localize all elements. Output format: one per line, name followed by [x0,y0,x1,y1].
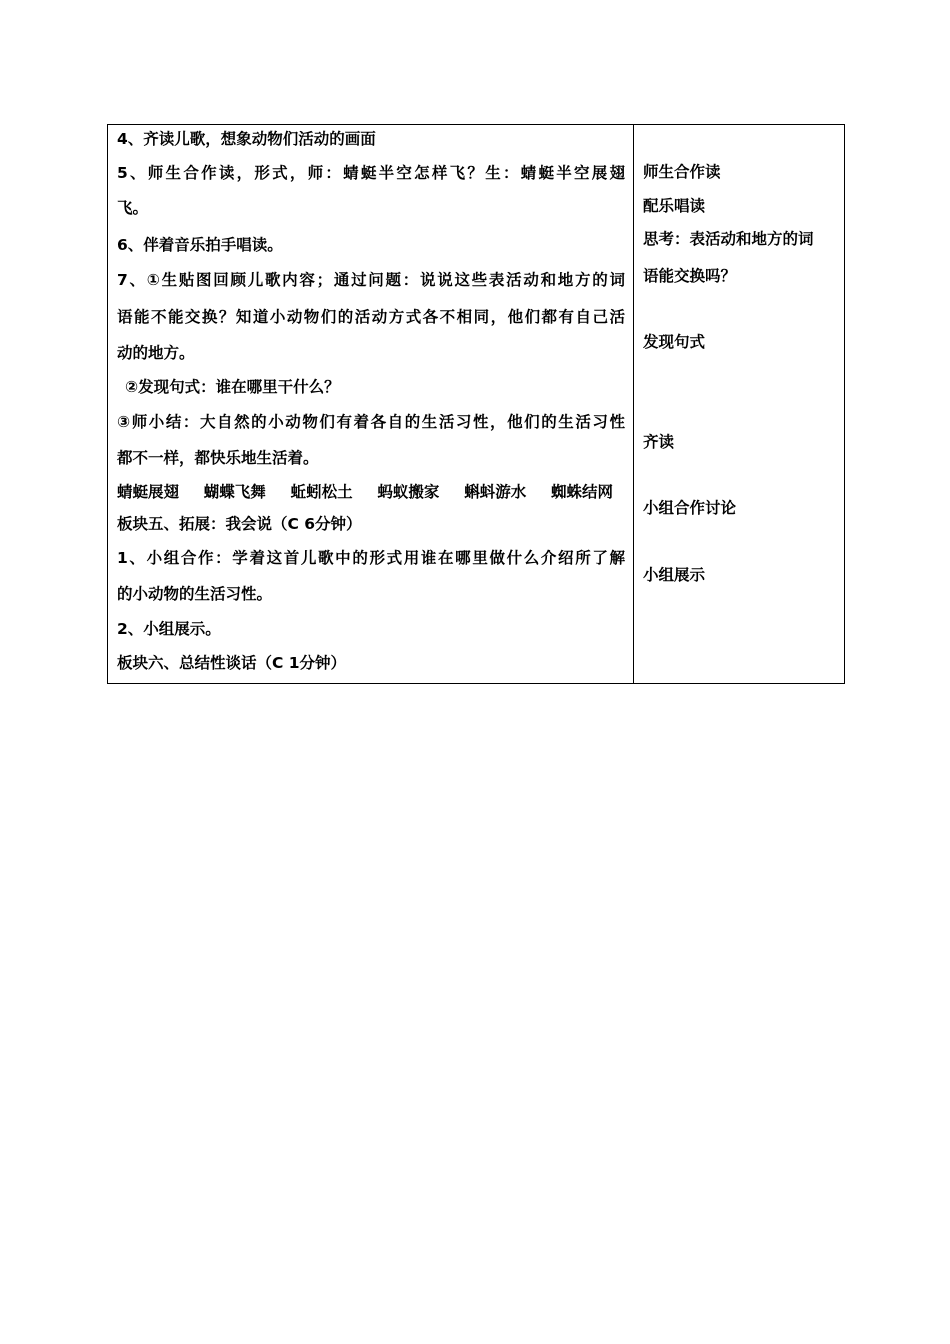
animal-phrases [117,482,613,502]
step-4: 4、齐读儿歌，想象动物们活动的画面 [117,130,376,148]
animal-phrase: 蜻蜓展翅 [117,483,180,501]
step-5: 5、师生合作读，形式，师：蜻蜓半空怎样飞？生：蜻蜓半空展翅 [117,164,625,182]
step-7-cont-2: 动的地方。 [117,344,195,362]
step-7-sentence-pattern: ②发现句式：谁在哪里干什么？ [125,378,340,396]
note-cooperative-reading: 师生合作读 [643,163,721,181]
step-7-summary-cont: 都不一样，都快乐地生活着。 [117,449,319,467]
step-5-cont: 飞。 [117,199,149,217]
lesson-table [107,124,845,684]
animal-phrase: 蜘蛛结网 [550,483,613,501]
step-6: 6、伴着音乐拍手唱读。 [117,236,283,254]
animal-phrase: 蚯蚓松土 [290,483,353,501]
note-group-discussion: 小组合作讨论 [643,499,737,517]
section-6-heading: 板块六、总结性谈话（C 1分钟） [117,654,347,672]
group-work-step: 1、小组合作：学着这首儿歌中的形式用谁在哪里做什么介绍所了解 [117,549,625,567]
note-read-together: 齐读 [643,433,675,451]
section-5-heading: 板块五、拓展：我会说（C 6分钟） [117,515,362,533]
animal-phrase: 蚂蚁搬家 [377,483,440,501]
teaching-steps-column [108,125,634,683]
note-sentence-pattern: 发现句式 [643,333,706,351]
step-7-summary: ③师小结：大自然的小动物们有着各自的生活习性，他们的生活习性 [117,413,625,431]
note-think: 思考：表活动和地方的词 [643,230,814,248]
animal-phrase: 蝌蚪游水 [464,483,527,501]
step-7: 7、①生贴图回顾儿歌内容；通过问题：说说这些表活动和地方的词 [117,271,625,289]
step-7-cont-1: 语能不能交换？知道小动物们的活动方式各不相同，他们都有自己活 [117,308,625,326]
note-group-show: 小组展示 [643,566,706,584]
group-work-step-cont: 的小动物的生活习性。 [117,585,273,603]
note-music-reading: 配乐唱读 [643,197,706,215]
activity-notes-column [634,125,844,683]
animal-phrase: 蝴蝶飞舞 [203,483,266,501]
note-think-cont: 语能交换吗？ [643,267,737,285]
group-show-step: 2、小组展示。 [117,620,221,638]
